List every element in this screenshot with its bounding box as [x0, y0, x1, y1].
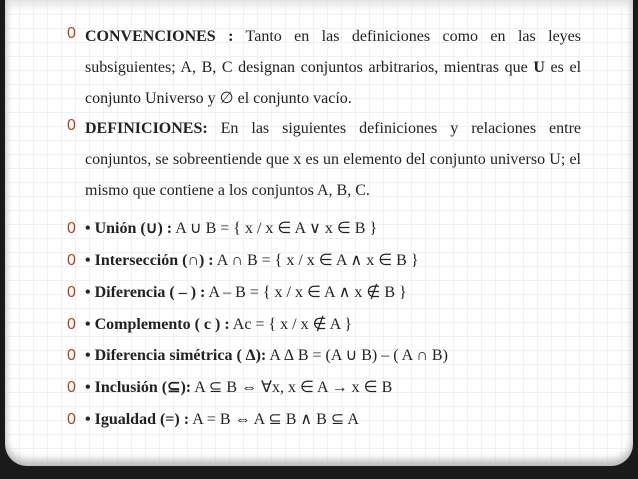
definiciones-label: DEFINICIONES: — [85, 120, 208, 137]
bullet-icon: 0 — [67, 379, 76, 396]
definition-label: • Igualdad (=) : — [85, 411, 190, 428]
definition-formula: A ∩ B = { x / x ∈ A ∧ x ∈ B } — [213, 252, 419, 269]
bullet-icon: 0 — [67, 252, 76, 269]
bullet-icon: 0 — [67, 117, 76, 134]
definition-item — [85, 410, 359, 430]
definiciones-paragraph — [85, 113, 581, 206]
universe-symbol: U — [533, 59, 545, 76]
convenciones-paragraph — [85, 21, 581, 114]
definition-formula: Ac = { x / x ∉ A } — [229, 316, 352, 333]
definition-label: • Diferencia ( – ) : — [85, 284, 206, 301]
definition-formula: A ⊆ B ⇔ ∀x, x ∈ A → x ∈ B — [191, 379, 393, 396]
definition-item — [85, 219, 377, 239]
definition-item — [85, 251, 419, 271]
convenciones-label: CONVENCIONES : — [85, 28, 234, 45]
convenciones-text: Tanto en las definiciones como en las leyes subsiguientes; A, B, C designan conjuntos arbitrarios, mientras que — [85, 28, 582, 76]
definition-formula: A ∆ B = (A ∪ B) – ( A ∩ B) — [266, 347, 448, 364]
definition-formula: A = B ⇔ A ⊆ B ∧ B ⊆ A — [189, 411, 359, 428]
bullet-icon: 0 — [67, 411, 76, 428]
definition-formula: A – B = { x / x ∈ A ∧ x ∉ B } — [205, 284, 407, 301]
definition-formula: A ∪ B = { x / x ∈ A ∨ x ∈ B } — [172, 220, 378, 237]
definition-item — [85, 315, 352, 335]
bullet-icon: 0 — [67, 347, 76, 364]
slide — [5, 0, 633, 466]
definition-item — [85, 283, 407, 303]
bullet-icon: 0 — [67, 220, 76, 237]
bullet-icon: 0 — [67, 316, 76, 333]
definition-item — [85, 346, 448, 366]
definition-label: • Unión (∪) : — [85, 220, 173, 237]
definiciones-text: En las siguientes definiciones y relaciones entre conjuntos, se sobreentiende que x es un elemento del conjunto universo U; el mismo que contiene a los conjuntos A, B, C. — [85, 120, 581, 199]
definition-label: • Inclusión (⊆): — [85, 379, 192, 396]
definition-label: • Diferencia simétrica ( ∆): — [85, 347, 267, 364]
convenciones-text-end: es el conjunto Universo y ∅ el conjunto vacío. — [85, 59, 582, 107]
bullet-icon: 0 — [67, 25, 76, 42]
definition-item — [85, 378, 392, 398]
bullet-icon: 0 — [67, 284, 76, 301]
definition-label: • Complemento ( c ) : — [85, 316, 230, 333]
definition-label: • Intersección (∩) : — [85, 252, 214, 269]
